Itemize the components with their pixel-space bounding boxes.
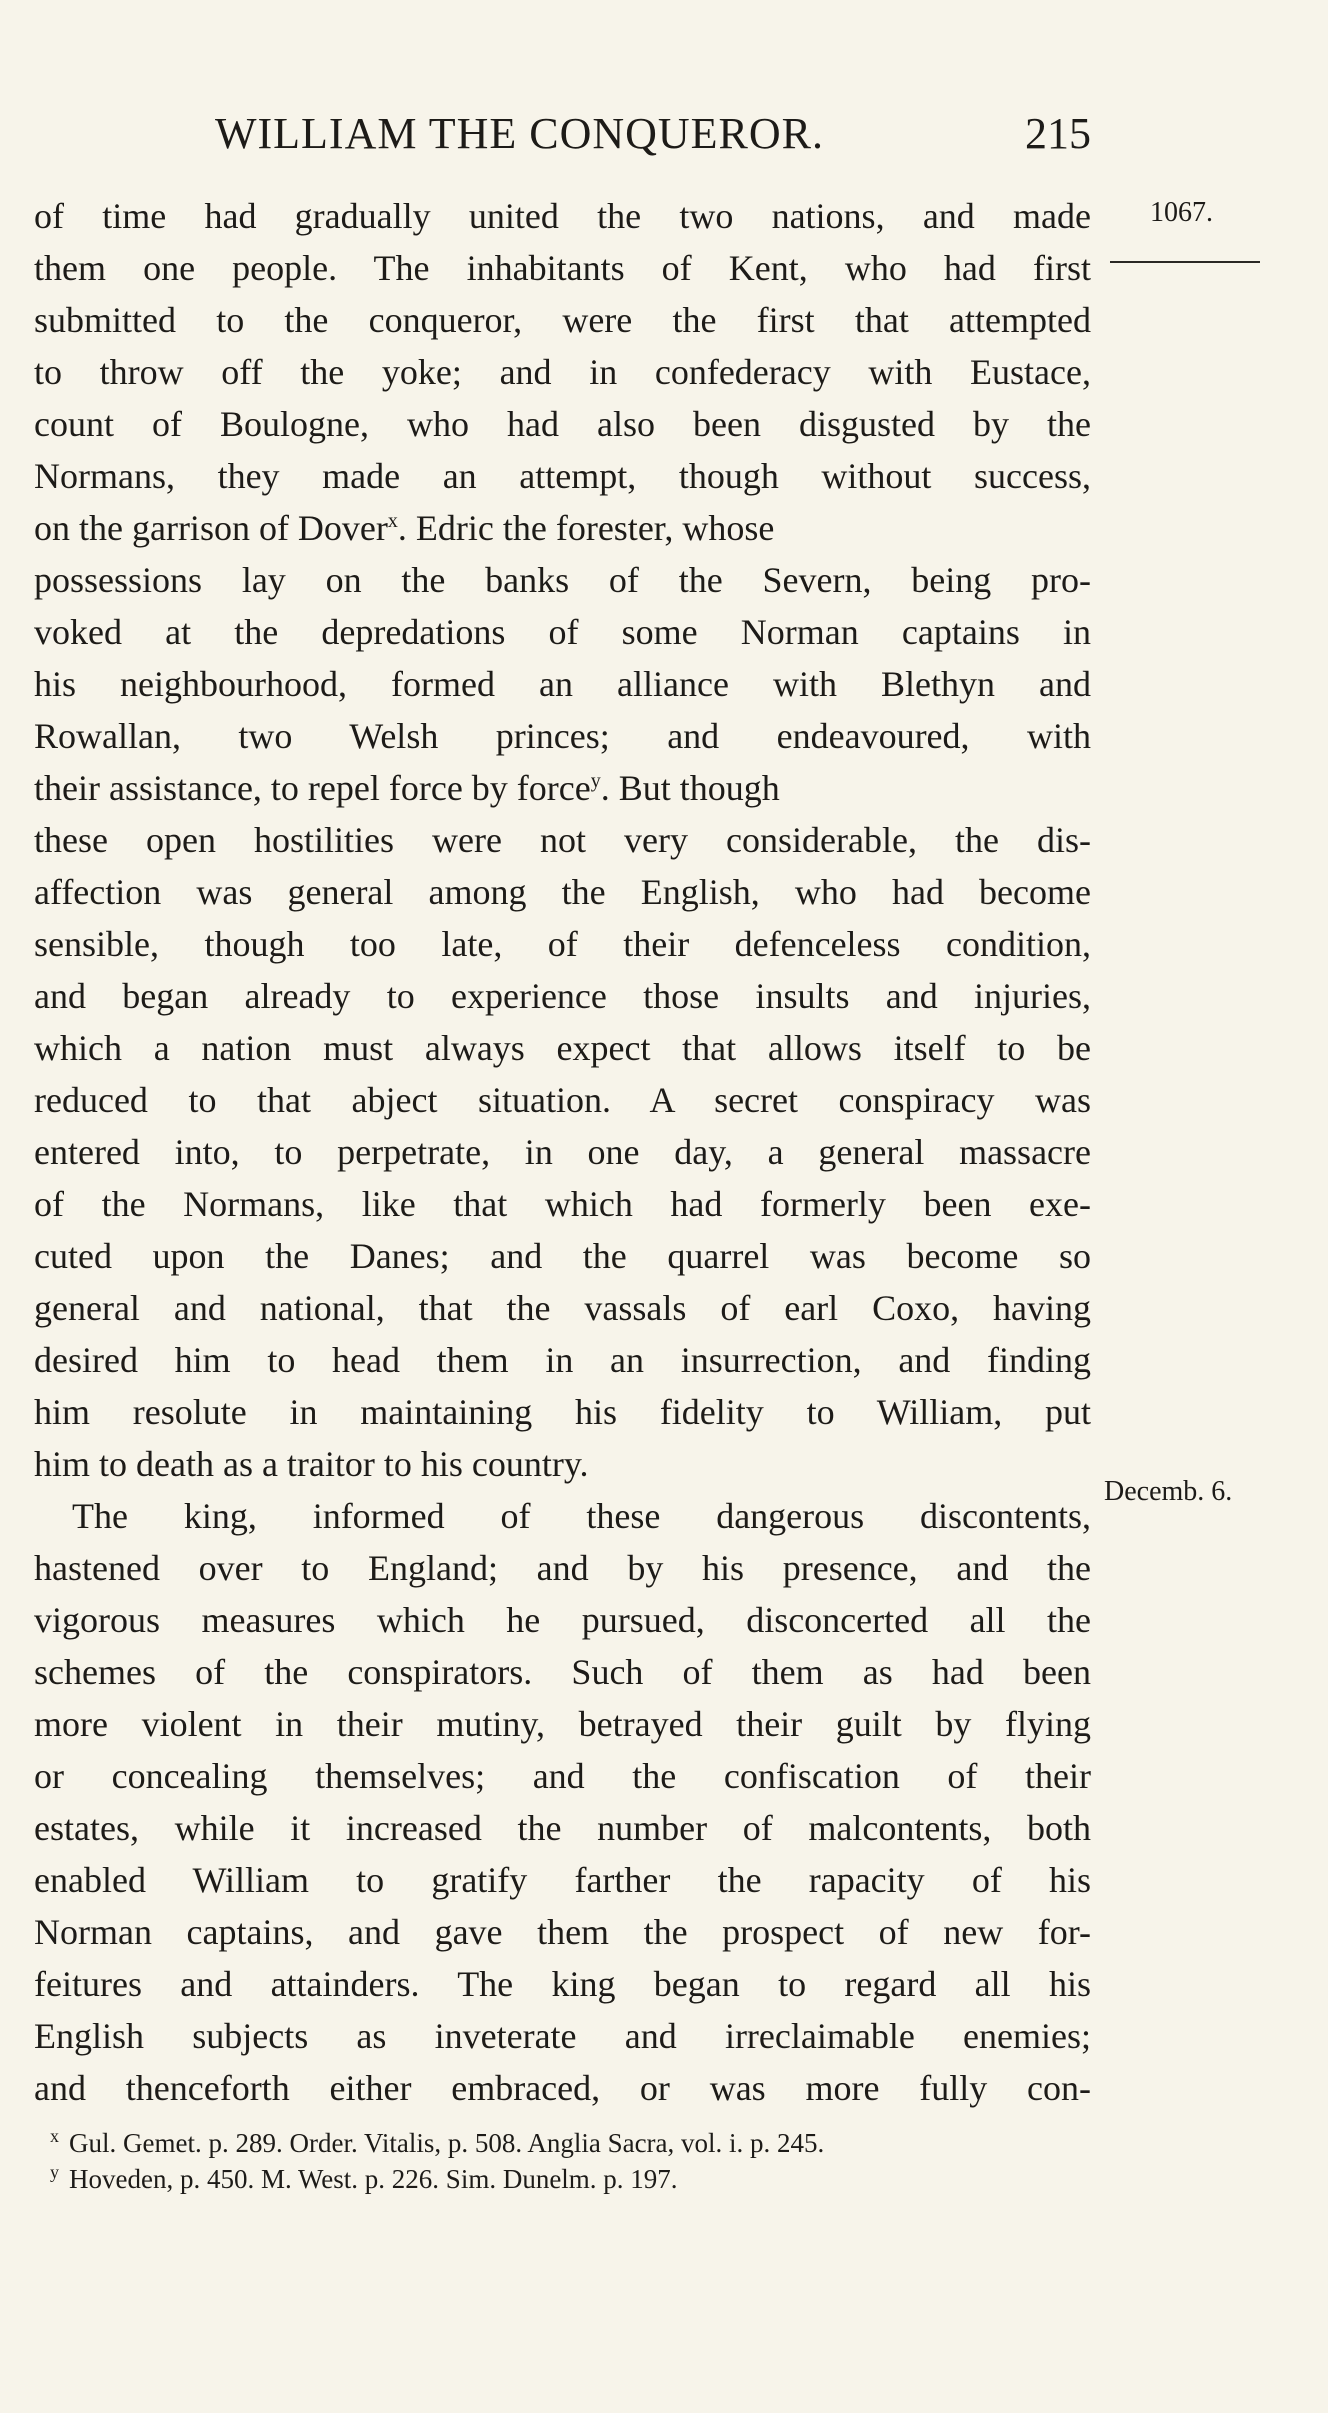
running-title: WILLIAM THE CONQUEROR. <box>215 109 825 158</box>
text-line: reduced to that abject situation. A secret conspiracy was <box>34 1080 1091 1120</box>
text-segment: . Edric the forester, whose <box>397 508 775 548</box>
text-line: possessions lay on the banks of the Severn, being pro- <box>34 560 1091 600</box>
text-line: Norman captains, and gave them the prospect of new for- <box>34 1912 1091 1952</box>
text-line: these open hostilities were not very considerable, the dis- <box>34 820 1091 860</box>
text-line: his neighbourhood, formed an alliance with Blethyn and <box>34 664 1091 704</box>
text-line: Normans, they made an attempt, though without success, <box>34 456 1091 496</box>
text-line: desired him to head them in an insurrection, and finding <box>34 1340 1091 1380</box>
text-line: voked at the depredations of some Norman captains in <box>34 612 1091 652</box>
footnote-ref-y: y <box>590 770 601 792</box>
text-segment: on the garrison of Dover <box>34 508 388 548</box>
footnote-mark: x <box>50 2126 59 2146</box>
margin-date: Decemb. 6. <box>1104 1476 1233 1507</box>
footnote <box>50 2154 1090 2194</box>
text-line: submitted to the conqueror, were the first that attempted <box>34 300 1091 340</box>
text-line: The king, informed of these dangerous discontents, <box>72 1496 1091 1536</box>
text-line: him resolute in maintaining his fidelity to William, put <box>34 1392 1091 1432</box>
text-line: schemes of the conspirators. Such of them as had been <box>34 1652 1091 1692</box>
margin-year: 1067. <box>1150 197 1213 228</box>
page-number: 215 <box>1025 109 1091 158</box>
footnote <box>50 2118 1090 2158</box>
text-line <box>34 762 1091 814</box>
text-line: Rowallan, two Welsh princes; and endeavoured, with <box>34 716 1091 756</box>
footnote-text: Hoveden, p. 450. M. West. p. 226. Sim. Dunelm. p. 197. <box>69 2164 678 2194</box>
text-line: count of Boulogne, who had also been disgusted by the <box>34 404 1091 444</box>
text-line: vigorous measures which he pursued, disconcerted all the <box>34 1600 1091 1640</box>
text-line: affection was general among the English, who had become <box>34 872 1091 912</box>
text-segment: their assistance, to repel force by force <box>34 768 591 808</box>
text-segment: . But though <box>600 768 780 808</box>
text-line: English subjects as inveterate and irreclaimable enemies; <box>34 2016 1091 2056</box>
text-line: sensible, though too late, of their defenceless condition, <box>34 924 1091 964</box>
text-line: estates, while it increased the number of malcontents, both <box>34 1808 1091 1848</box>
text-line: them one people. The inhabitants of Kent, who had first <box>34 248 1091 288</box>
text-line: of the Normans, like that which had formerly been exe- <box>34 1184 1091 1224</box>
margin-divider <box>1110 261 1260 263</box>
text-line: hastened over to England; and by his presence, and the <box>34 1548 1091 1588</box>
text-line: cuted upon the Danes; and the quarrel was become so <box>34 1236 1091 1276</box>
text-line: to throw off the yoke; and in confederacy with Eustace, <box>34 352 1091 392</box>
text-line: more violent in their mutiny, betrayed their guilt by flying <box>34 1704 1091 1744</box>
text-line: him to death as a traitor to his country. <box>34 1444 589 1484</box>
text-line: enabled William to gratify farther the rapacity of his <box>34 1860 1091 1900</box>
text-line: which a nation must always expect that allows itself to be <box>34 1028 1091 1068</box>
text-line <box>34 502 1091 554</box>
footnote-mark: y <box>50 2162 59 2182</box>
text-line: and thenceforth either embraced, or was more fully con- <box>34 2068 1091 2108</box>
footnote-ref-x: x <box>387 510 398 532</box>
text-line: entered into, to perpetrate, in one day, a general massacre <box>34 1132 1091 1172</box>
text-line: of time had gradually united the two nations, and made <box>34 196 1091 236</box>
text-line: and began already to experience those insults and injuries, <box>34 976 1091 1016</box>
footnote-text: Gul. Gemet. p. 289. Order. Vitalis, p. 508. Anglia Sacra, vol. i. p. 245. <box>69 2128 825 2158</box>
text-line: general and national, that the vassals of earl Coxo, having <box>34 1288 1091 1328</box>
text-line: or concealing themselves; and the confiscation of their <box>34 1756 1091 1796</box>
text-line: feitures and attainders. The king began to regard all his <box>34 1964 1091 2004</box>
running-header <box>215 108 1091 168</box>
